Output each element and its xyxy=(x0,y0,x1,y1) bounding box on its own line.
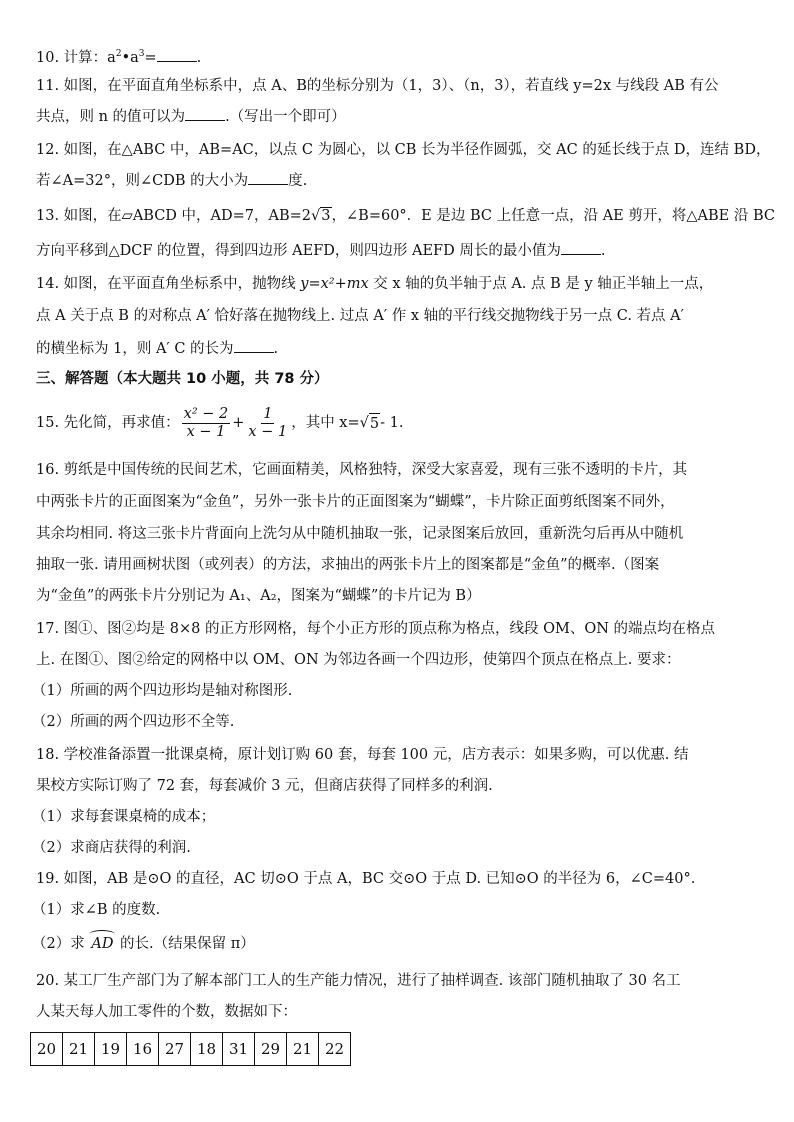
question-13-line-1 xyxy=(36,206,774,226)
q15-prefix: 15. 先化简，再求值： xyxy=(36,415,180,431)
question-16-line-4: 抽取一张. 请用画树状图（或列表）的方法，求抽出的两张卡片上的图案都是“金鱼”的概率.（图案 xyxy=(36,557,660,573)
question-18-item-2: （2）求商店获得的利润. xyxy=(32,840,191,856)
q10-dot: •a xyxy=(121,49,139,66)
question-11-line-2 xyxy=(36,106,774,127)
question-20-line-1: 20. 某工厂生产部门为了解本部门工人的生产能力情况，进行了抽样调查. 该部门随机抽取了 30 名工 xyxy=(36,973,681,989)
fraction-1 xyxy=(182,406,231,441)
question-14-line-2: 点 A 关于点 B 的对称点 A′ 恰好落在抛物线上. 过点 A′ 作 x 轴的平行线交抛物线于另一点 C. 若点 A′ xyxy=(36,308,684,324)
question-18-line-2: 果校方实际订购了 72 套，每套减价 3 元，但商店获得了同样多的利润. xyxy=(36,778,493,794)
table-cell: 21 xyxy=(63,1033,95,1066)
question-19-item-2 xyxy=(32,934,774,954)
question-17-item-2: （2）所画的两个四边形不全等. xyxy=(32,714,235,730)
q19-item2-b: 的长.（结果保留 π） xyxy=(115,936,255,952)
table-cell: 18 xyxy=(191,1033,223,1066)
question-16-line-2: 中两张卡片的正面图案为“金鱼”，另外一张卡片的正面图案为“蝴蝶”，卡片除正面剪纸图案不同外， xyxy=(36,494,675,510)
fraction-2-numerator: 1 xyxy=(263,405,273,422)
question-19-line-1: 19. 如图，AB 是⊙O 的直径，AC 切⊙O 于点 A，BC 交⊙O 于点 D. 已知⊙O 的半径为 6，∠C=40°. xyxy=(36,871,696,887)
q10-end: . xyxy=(196,49,202,66)
q10-exponent-1: 2 xyxy=(115,49,122,59)
answer-blank xyxy=(561,240,601,255)
question-15 xyxy=(36,402,774,444)
section-heading: 三、解答题（本大题共 10 小题，共 78 分） xyxy=(36,371,329,387)
table-cell: 27 xyxy=(159,1033,191,1066)
q13-text-d: . xyxy=(600,243,606,259)
q15-sqrt-value: 5 xyxy=(369,413,380,434)
table-cell: 29 xyxy=(255,1033,287,1066)
question-11-line-1: 11. 如图，在平面直角坐标系中，点 A、B的坐标分别为（1，3）、（n，3），若直线 y=2x 与线段 AB 有公 xyxy=(36,78,719,94)
q13-text-a: 13. 如图，在▱ABCD 中，AD=7，AB=2 xyxy=(36,208,312,224)
table-cell: 19 xyxy=(95,1033,127,1066)
table-cell: 20 xyxy=(31,1033,63,1066)
q14-formula: y=x²+mx xyxy=(300,276,369,292)
plus-sign: + xyxy=(232,415,245,431)
sqrt-symbol: √ xyxy=(311,208,321,224)
q15-suffix: - 1. xyxy=(380,415,404,431)
table-cell: 22 xyxy=(319,1033,351,1066)
table-cell: 21 xyxy=(287,1033,319,1066)
fraction-2 xyxy=(246,406,289,441)
q11-text-b: .（写出一个即可） xyxy=(225,109,346,125)
question-16-line-3: 其余均相同. 将这三张卡片背面向上洗匀从中随机抽取一张，记录图案后放回，重新洗匀后再从中随机 xyxy=(36,526,684,542)
q10-equals: = xyxy=(144,49,157,66)
question-14-line-1 xyxy=(36,274,774,294)
answer-blank xyxy=(248,170,288,185)
q14-text-c: 的横坐标为 1，则 A′ C 的长为 xyxy=(36,341,234,357)
q15-mid: ，其中 x= xyxy=(291,415,360,431)
arc-ad-symbol: AD xyxy=(91,936,114,952)
fraction-1-denominator: x − 1 xyxy=(186,423,226,440)
q13-text-b: ，∠B=60°．E 是边 BC 上任意一点，沿 AE 剪开，将△ABE 沿 BC xyxy=(331,208,775,224)
q14-text-b: 交 x 轴的负半轴于点 A. 点 B 是 y 轴正半轴上一点， xyxy=(368,276,714,292)
answer-blank xyxy=(157,47,197,62)
question-10 xyxy=(36,44,774,68)
answer-blank xyxy=(185,106,225,121)
question-12-line-2 xyxy=(36,170,774,191)
q12-text-a: 若∠A=32°，则∠CDB 的大小为 xyxy=(36,173,249,189)
fraction-2-denominator: x − 1 xyxy=(248,423,288,440)
q19-item2-a: （2）求 xyxy=(32,936,90,952)
table-cell: 16 xyxy=(127,1033,159,1066)
table-row xyxy=(31,1033,351,1066)
q10-prefix: 10. 计算：a xyxy=(36,49,116,66)
question-20-line-2: 人某天每人加工零件的个数，数据如下： xyxy=(36,1004,297,1020)
question-17-line-1: 17. 图①、图②均是 8×8 的正方形网格，每个小正方形的顶点称为格点，线段 OM、ON 的端点均在格点 xyxy=(36,621,716,637)
fraction-1-numerator: x² − 2 xyxy=(183,405,229,422)
q12-text-b: 度. xyxy=(288,173,308,189)
question-17-line-2: 上. 在图①、图②给定的网格中以 OM、ON 为邻边各画一个四边形，使第四个顶点在格点上. 要求： xyxy=(36,652,681,668)
data-table xyxy=(30,1032,351,1066)
q11-text-a: 共点，则 n 的值可以为 xyxy=(36,109,186,125)
question-16-line-5: 为“金鱼”的两张卡片分别记为 A₁、A₂，图案为“蝴蝶”的卡片记为 B） xyxy=(36,588,481,604)
question-19-item-1: （1）求∠B 的度数. xyxy=(32,902,161,918)
table-cell: 31 xyxy=(223,1033,255,1066)
question-14-line-3 xyxy=(36,338,774,359)
question-16-line-1: 16. 剪纸是中国传统的民间艺术，它画面精美，风格独特，深受大家喜爱，现有三张不透明的卡片，其 xyxy=(36,462,688,478)
question-13-line-2 xyxy=(36,240,774,261)
q14-text-a: 14. 如图，在平面直角坐标系中，抛物线 xyxy=(36,276,301,292)
question-18-item-1: （1）求每套课桌椅的成本； xyxy=(32,809,216,825)
answer-blank xyxy=(234,338,274,353)
sqrt-symbol: √ xyxy=(359,415,369,431)
question-18-line-1: 18. 学校准备添置一批课桌椅，原计划订购 60 套，每套 100 元，店方表示：如果多购，可以优惠. 结 xyxy=(36,747,689,763)
q14-text-d: . xyxy=(273,341,279,357)
question-12-line-1: 12. 如图，在△ABC 中，AB=AC，以点 C 为圆心，以 CB 长为半径作圆弧，交 AC 的延长线于点 D，连结 BD， xyxy=(36,142,771,158)
q13-text-c: 方向平移到△DCF 的位置，得到四边形 AEFD，则四边形 AEFD 周长的最小值为 xyxy=(36,243,561,259)
q13-sqrt-value: 3 xyxy=(321,208,331,224)
question-17-item-1: （1）所画的两个四边形均是轴对称图形. xyxy=(32,683,293,699)
q10-exponent-2: 3 xyxy=(138,49,145,59)
